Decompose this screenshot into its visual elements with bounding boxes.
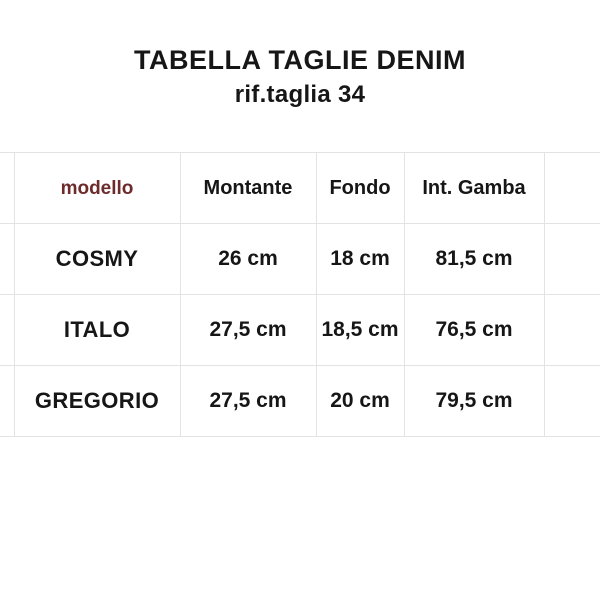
cell-fondo — [316, 295, 404, 366]
edge-cell-left — [0, 153, 14, 224]
table-row — [0, 224, 600, 295]
cell-modello — [14, 224, 180, 295]
cell-montante — [180, 224, 316, 295]
page-subtitle: rif.taglia 34 — [234, 80, 366, 108]
cell-int-gamba — [404, 295, 544, 366]
cell-modello — [14, 366, 180, 437]
title-block — [0, 0, 600, 108]
value-int-gamba: 81,5 cm — [435, 247, 513, 271]
table-header-int-gamba — [404, 153, 544, 224]
cell-int-gamba — [404, 366, 544, 437]
value-fondo: 18 cm — [330, 247, 390, 271]
edge-cell-right — [544, 366, 600, 437]
value-montante: 27,5 cm — [209, 318, 287, 342]
cell-montante — [180, 295, 316, 366]
cell-int-gamba — [404, 224, 544, 295]
value-montante: 27,5 cm — [209, 389, 287, 413]
size-table — [0, 152, 600, 437]
header-label-montante: Montante — [203, 177, 293, 200]
header-label-modello: modello — [60, 178, 134, 200]
model-name: COSMY — [55, 246, 139, 272]
value-int-gamba: 76,5 cm — [435, 318, 513, 342]
value-montante: 26 cm — [218, 247, 278, 271]
value-int-gamba: 79,5 cm — [435, 389, 513, 413]
edge-cell-left — [0, 224, 14, 295]
table-header-montante — [180, 153, 316, 224]
table-row — [0, 295, 600, 366]
value-fondo: 18,5 cm — [321, 318, 399, 342]
cell-modello — [14, 295, 180, 366]
cell-fondo — [316, 366, 404, 437]
edge-cell-right — [544, 224, 600, 295]
header-label-int-gamba: Int. Gamba — [422, 177, 526, 200]
model-name: ITALO — [63, 317, 131, 343]
table-header-fondo — [316, 153, 404, 224]
model-name: GREGORIO — [34, 388, 160, 414]
edge-cell-left — [0, 295, 14, 366]
table-row — [0, 366, 600, 437]
size-table-wrapper — [0, 152, 600, 437]
table-header-modello — [14, 153, 180, 224]
value-fondo: 20 cm — [330, 389, 390, 413]
page-title: TABELLA TAGLIE DENIM — [134, 45, 466, 75]
table-header-row — [0, 153, 600, 224]
cell-fondo — [316, 224, 404, 295]
edge-cell-left — [0, 366, 14, 437]
header-label-fondo: Fondo — [329, 177, 391, 200]
edge-cell-right — [544, 153, 600, 224]
cell-montante — [180, 366, 316, 437]
edge-cell-right — [544, 295, 600, 366]
